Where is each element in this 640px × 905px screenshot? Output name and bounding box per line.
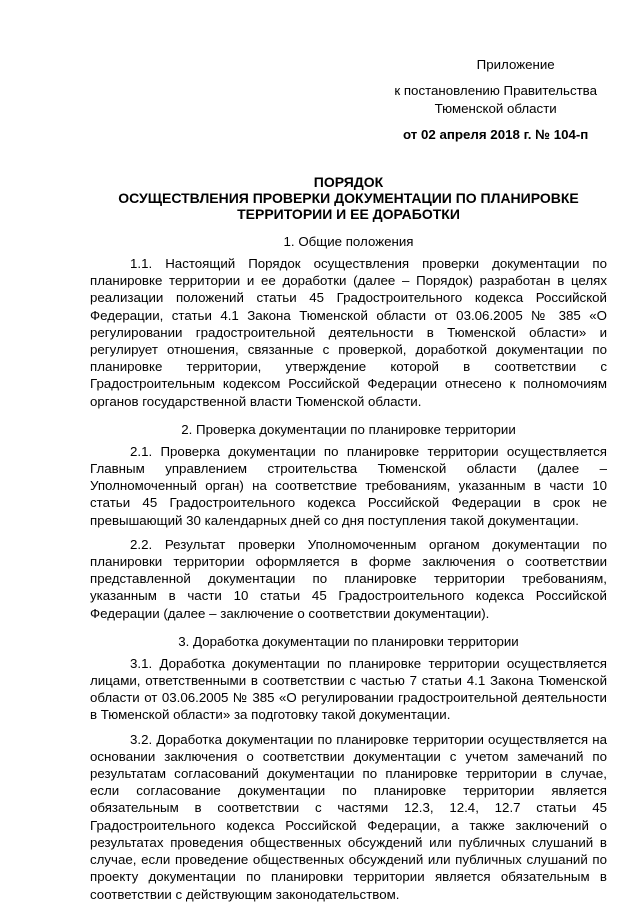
document-title bbox=[90, 174, 607, 222]
appendix-date: от 02 апреля 2018 г. № 104-п bbox=[402, 127, 589, 142]
appendix-right-block bbox=[394, 56, 597, 144]
appendix-label: Приложение bbox=[476, 57, 555, 72]
section-heading: 2. Проверка документации по планировке территории bbox=[181, 421, 516, 437]
section-2 bbox=[90, 421, 607, 622]
paragraph-2-2: 2.2. Результат проверки Уполномоченным органом документации по планировки территории оформляется в форме заключения о соответствии представленной документации по планировке территории требованиям, указанным в части 10 статьи 45 Градостроительного кодекса Российской Федерации (далее – заключение о соответствии документации). bbox=[90, 536, 607, 621]
title-line-3: ТЕРРИТОРИИ И ЕЕ ДОРАБОТКИ bbox=[237, 206, 460, 222]
appendix-block bbox=[90, 56, 597, 144]
paragraph-1-1: 1.1. Настоящий Порядок осуществления проверки документации по планировке территории и ее доработки (далее – Порядок) разработан в целях реализации положений статьи 45 Градостроительного кодекса Российской Федерации, статьи 4.1 Закона Тюменской области от 03.06.2005 № 385 «О регулировании градостроительной деятельности в Тюменской области» и регулирует отношения, связанные с проверкой, доработкой документации по планировке территории, утверждение которой в соответствии с Градостроительным кодексом Российской Федерации отнесено к полномочиям органов государственной власти Тюменской области. bbox=[90, 256, 607, 409]
section-3 bbox=[90, 633, 607, 903]
document-page bbox=[90, 56, 607, 903]
paragraph-3-1: 3.1. Доработка документации по планировке территории осуществляется лицами, ответственными в соответствии с частью 7 статьи 4.1 Закона Тюменской области от 03.06.2005 № 385 «О регулировании градостроительной деятельности в Тюменской области» за подготовку такой документации. bbox=[90, 655, 607, 723]
appendix-line-2: Тюменской области bbox=[434, 101, 557, 116]
section-heading: 3. Доработка документации по планировки территории bbox=[178, 633, 519, 649]
appendix-line-1: к постановлению Правительства bbox=[394, 83, 597, 98]
paragraph-3-2: 3.2. Доработка документации по планировке территории осуществляется на основании заключения о соответствии документации с учетом замечаний по результатам согласований документации по планировке территории в случае, если согласование документации по планировке территории является обязательным в соответствии с частями 12.3, 12.4, 12.7 статьи 45 Градостроительного кодекса Российской Федерации, а также заключений о результатах проведения общественных обсуждений или публичных слушаний в случае, если проведение общественных обсуждений или публичных слушаний по проекту документации по планировки территории является обязательным в соответствии с действующим законодательством. bbox=[90, 731, 607, 902]
paragraph-2-1: 2.1. Проверка документации по планировке территории осуществляется Главным управлением строительства Тюменской области (далее – Уполномоченный орган) на соответствие требованиям, указанным в части 10 статьи 45 Градостроительного кодекса Российской Федерации в срок не превышающий 30 календарных дней со дня поступления такой документации. bbox=[90, 443, 607, 528]
section-heading: 1. Общие положения bbox=[283, 234, 414, 249]
section-1 bbox=[90, 233, 607, 410]
title-line-2: ОСУЩЕСТВЛЕНИЯ ПРОВЕРКИ ДОКУМЕНТАЦИИ ПО ПЛАНИРОВКЕ bbox=[118, 190, 579, 206]
title-line-1: ПОРЯДОК bbox=[313, 174, 384, 190]
